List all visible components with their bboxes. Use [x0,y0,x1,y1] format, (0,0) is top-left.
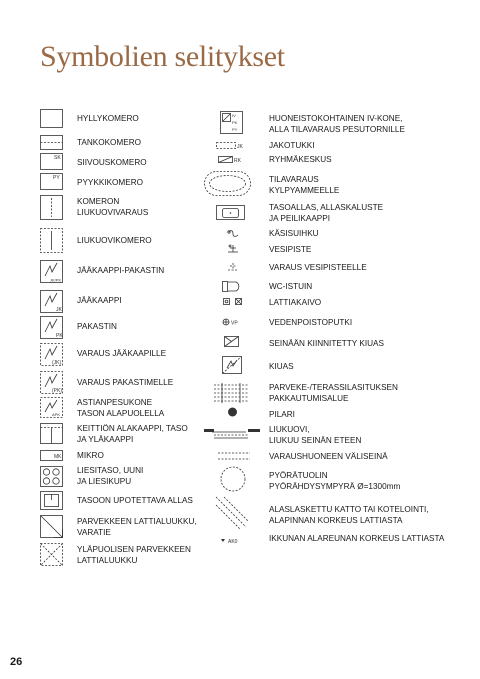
label-water-point: VESIPISTE [269,245,312,254]
laundry-closet-icon [40,173,64,191]
wheelchair-turning-circle-icon [220,466,248,494]
group-center-code: RK [234,158,241,164]
pillar-icon [226,406,240,418]
fridge-icon [40,290,64,314]
cleaning-closet-code: SK [54,155,61,161]
microwave-code: MK [54,454,62,460]
label-wall-sauna-stove: SEINÄÄN KIINNITETTY KIUAS [269,339,384,348]
freezer-code: PK [56,333,63,339]
label-shelf-closet: HYLLYKOMERO [77,114,139,123]
washbasin-cabinet-icon [216,205,246,221]
label-ventilation-unit: HUONEISTOKOHTAINEN IV-KONE, ALLA TILAVARAUS PESUTORNILLE [269,114,405,134]
bathtub-reservation-icon [204,171,252,197]
window-sill-code: AK0 [228,539,238,545]
label-bathtub-reservation: TILAVARAUS KYLPYAMMEELLE [269,175,340,195]
water-point-icon [226,243,242,255]
label-water-point-reservation: VARAUS VESIPISTEELLE [269,263,367,272]
sliding-door-closet-icon [40,228,64,254]
label-distribution-manifold: JAKOTUKKI [269,141,315,150]
glazing-stack-area-icon [214,382,248,404]
distribution-manifold-icon [216,141,246,151]
dishwasher-icon [40,397,64,419]
sliding-door-icon [204,427,260,441]
window-sill-height-icon [220,536,248,546]
label-cleaning-closet: SIIVOUSKOMERO [77,158,147,167]
water-point-reservation-icon [226,261,242,273]
built-in-sink-icon [40,491,64,511]
microwave-icon [40,450,64,462]
kitchen-cabinet-icon [40,423,64,445]
fridge-code: JK [56,307,62,313]
fridge-freezer-icon [40,260,64,284]
label-toilet: WC-ISTUIN [269,282,313,291]
label-upper-balcony-hatch: YLÄPUOLISEN PARVEKKEEN LATTIALUUKKU [77,545,191,565]
label-balcony-floor-hatch: PARVEKKEEN LATTIALUUKKU, VARATIE [77,517,197,537]
label-sauna-stove: KIUAS [269,362,294,371]
label-kitchen-cabinet: KEITTIÖN ALAKAAPPI, TASO JA YLÄKAAPPI [77,424,188,444]
drain-pipe-code: VP [231,320,238,327]
fridge-freezer-code: JK/PK [50,277,62,283]
toilet-icon [222,281,244,293]
drain-pipe-icon [222,317,246,329]
closet-sliding-door-icon [40,195,64,221]
label-sliding-door: LIUKUOVI, LIUKUU SEINÄN ETEEN [269,425,362,445]
label-glazing-stack-area: PARVEKE-/TERASSILASITUKSEN PAKKAUTUMISALUE [269,383,398,403]
label-washbasin-cabinet: TASOALLAS, ALLASKALUSTE JA PEILIKAAPPI [269,203,384,223]
label-built-in-sink: TASOON UPOTETTAVA ALLAS [77,496,193,505]
label-pillar: PILARI [269,410,295,419]
freezer-icon [40,316,64,340]
ventilation-unit-icon [220,111,246,135]
partition-wall-icon [218,450,250,462]
label-partition-wall: VARAUSHUONEEN VÄLISEINÄ [269,452,388,461]
label-fridge-freezer: JÄÄKAAPPI-PAKASTIN [77,266,165,275]
dishwasher-code: APK [52,412,61,417]
sauna-stove-icon [222,356,244,376]
label-lowered-ceiling: ALASLASKETTU KATTO TAI KOTELOINTI, ALAPINNAN KORKEUS LATTIASTA [269,505,429,525]
upper-balcony-hatch-icon [40,543,64,567]
lowered-ceiling-icon [214,495,250,531]
laundry-closet-code: PY [53,175,60,181]
iv-code: IV [232,113,236,118]
label-microwave: MIKRO [77,451,104,460]
label-fridge: JÄÄKAAPPI [77,296,122,305]
wall-sauna-stove-icon [224,336,242,350]
label-stove: LIESITASO, UUNI JA LIESIKUPU [77,466,144,486]
label-drain-pipe: VEDENPOISTOPUTKI [269,318,353,327]
group-center-icon [218,155,246,165]
label-closet-sliding-door: KOMERON LIUKUOVIVARAUS [77,197,149,217]
label-window-sill-height: IKKUNAN ALAREUNAN KORKEUS LATTIASTA [269,534,445,543]
shelf-closet-icon [40,109,64,129]
freezer-reservation-icon [40,371,64,395]
rod-closet-icon [40,135,64,151]
py-code: PY [232,127,238,132]
freezer-reservation-code: (PK) [52,388,62,394]
label-freezer: PAKASTIN [77,322,117,331]
cleaning-closet-icon [40,153,64,171]
page-number: 26 [10,656,23,668]
label-wheelchair-turning-circle: PYÖRÄTUOLIN PYÖRÄHDYSYMPYRÄ Ø=1300mm [269,471,401,491]
label-sliding-door-closet: LIUKUOVIKOMERO [77,236,152,245]
balcony-floor-hatch-icon [40,515,64,539]
floor-drain-icon [221,296,245,308]
stove-icon [40,466,64,488]
label-fridge-reservation: VARAUS JÄÄKAAPILLE [77,349,167,358]
pk-code: PK [232,120,238,125]
fridge-reservation-code: (JK) [52,360,62,366]
label-floor-drain: LATTIAKAIVO [269,298,322,307]
label-rod-closet: TANKOKOMERO [77,138,141,147]
page-title: Symbolien selitykset [40,40,285,73]
manifold-code: JK [237,144,243,150]
label-group-center: RYHMÄKESKUS [269,155,332,164]
hand-shower-icon [227,229,241,239]
label-dishwasher: ASTIANPESUKONE TASON ALAPUOLELLA [77,398,165,418]
label-hand-shower: KÄSISUIHKU [269,229,319,238]
label-laundry-closet: PYYKKIKOMERO [77,178,143,187]
label-freezer-reservation: VARAUS PAKASTIMELLE [77,378,174,387]
fridge-reservation-icon [40,343,64,367]
